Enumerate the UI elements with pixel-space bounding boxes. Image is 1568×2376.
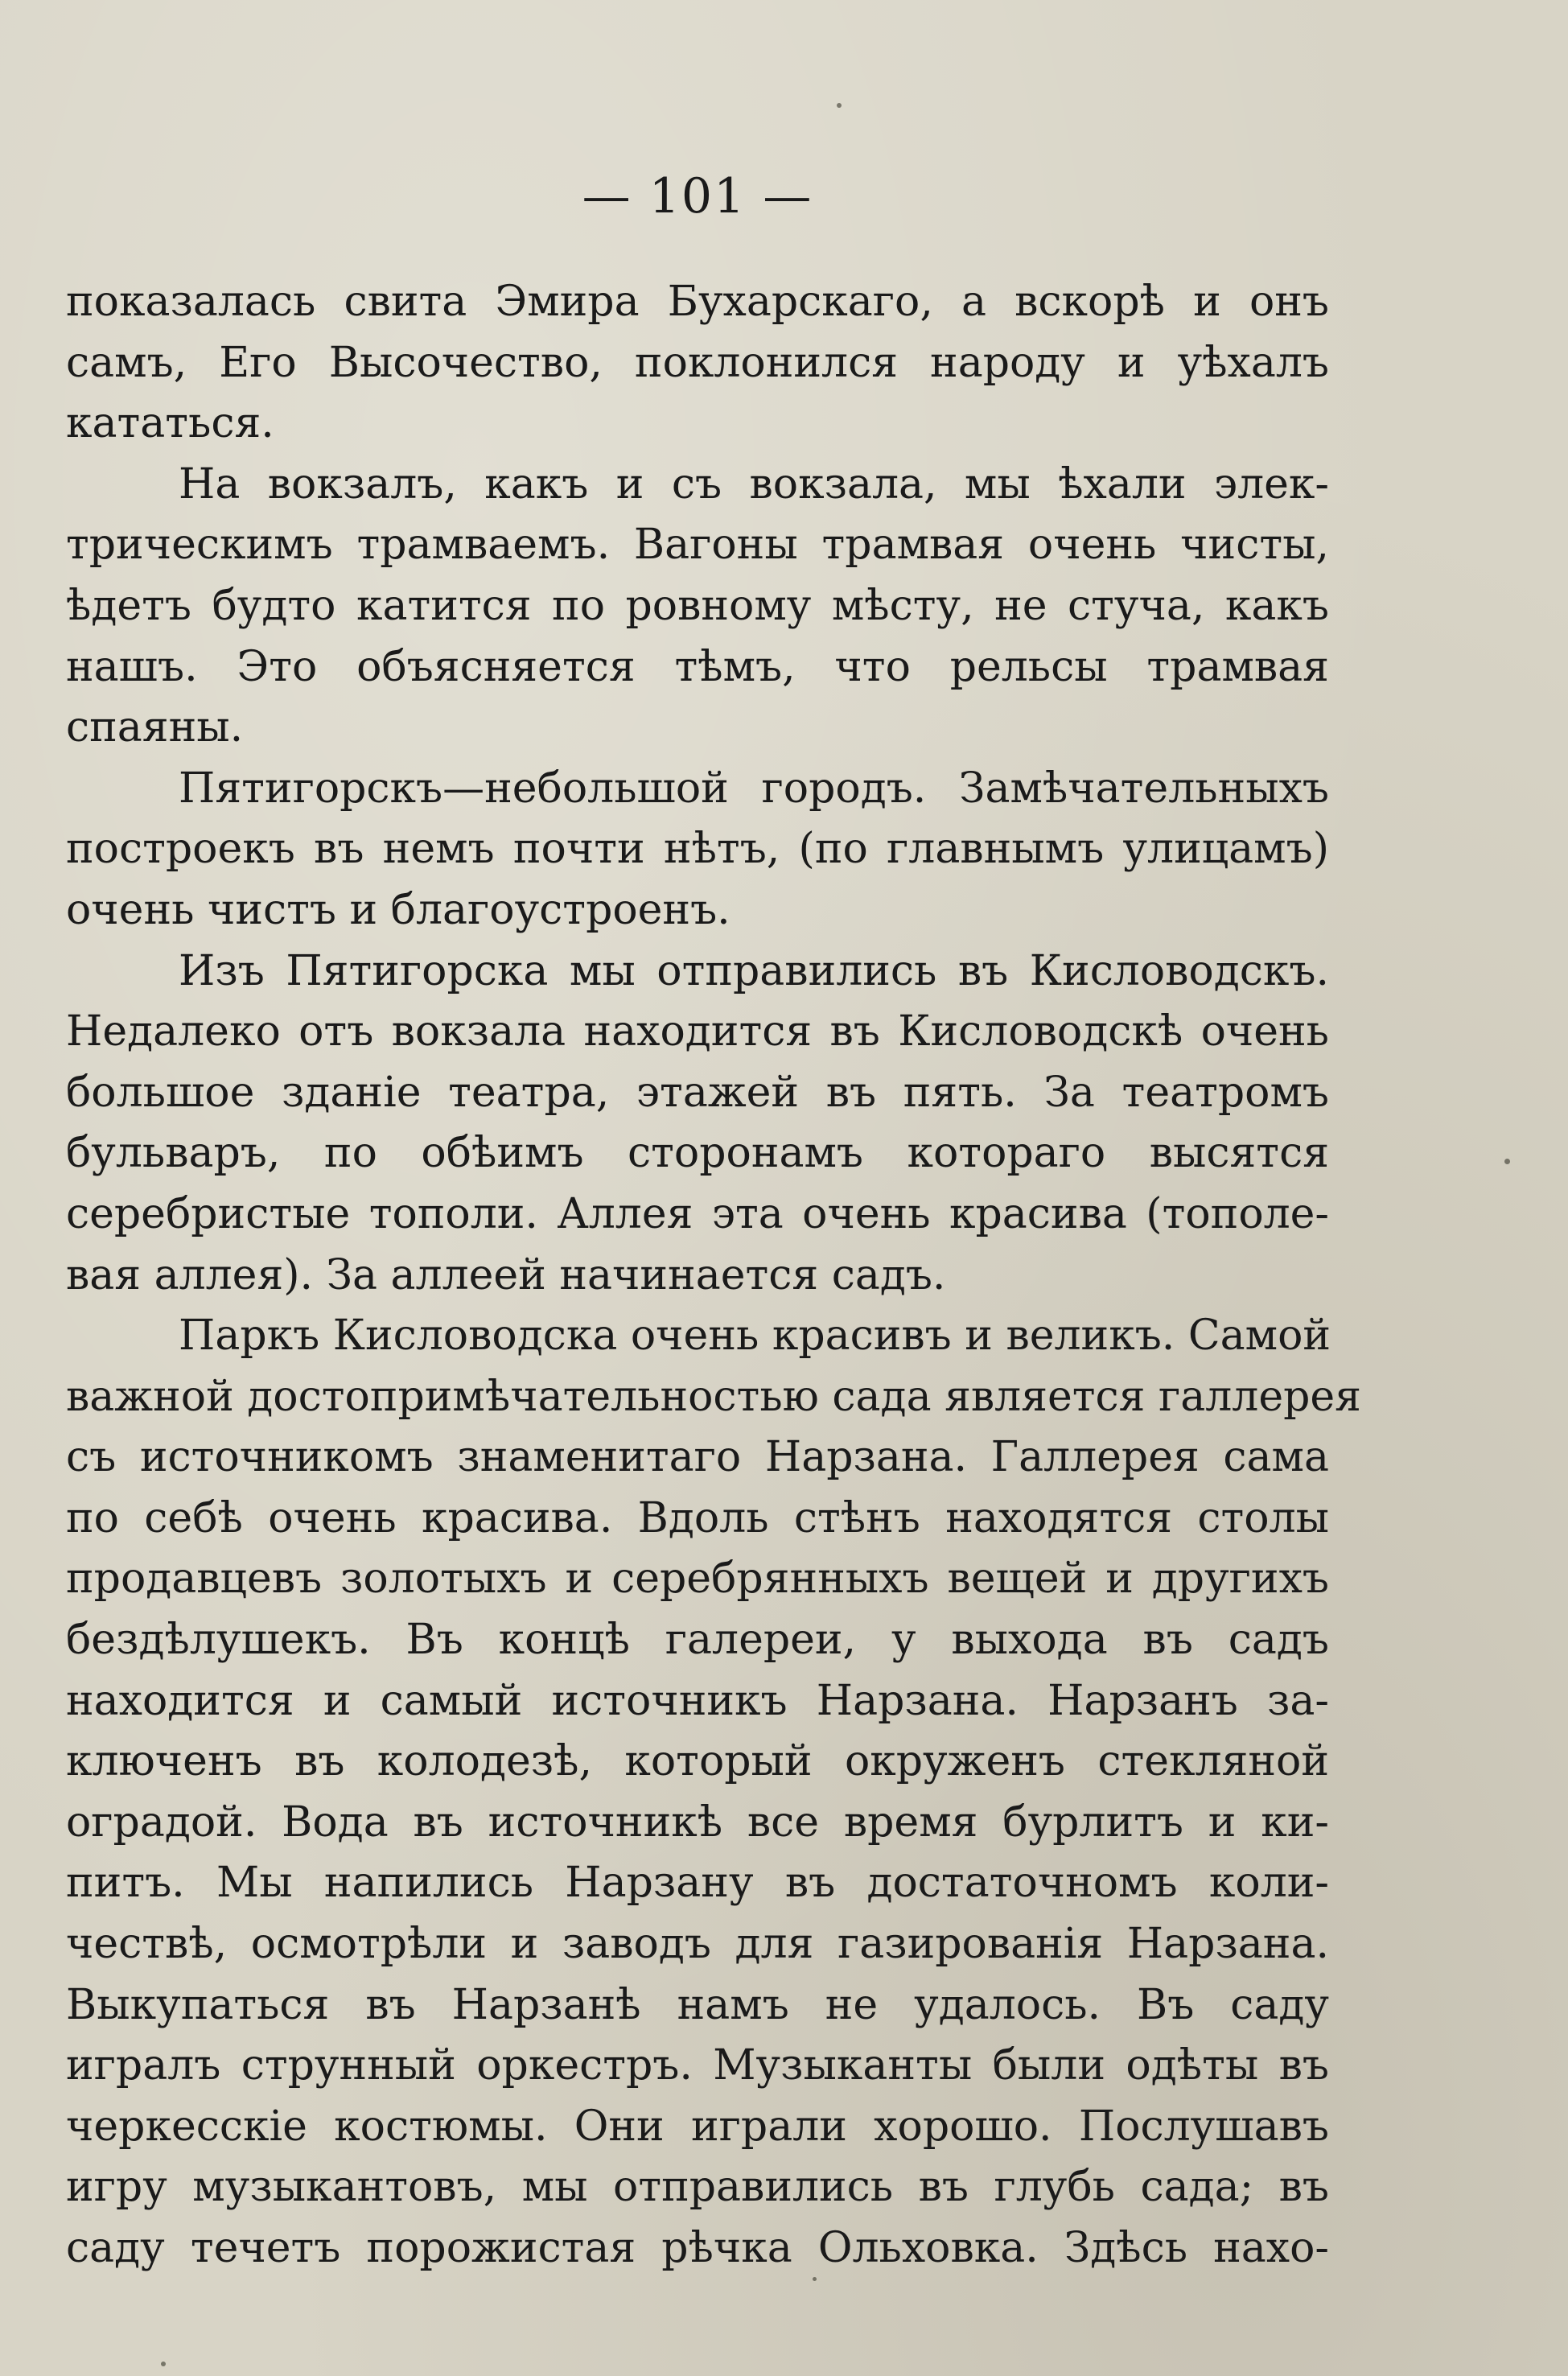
text-line: бездѣлушекъ. Въ концѣ галереи, у выхода въ садъ [66,1616,1329,1665]
text-line: чествѣ, осмотрѣли и заводъ для газированія Нарзана. [66,1920,1329,1969]
text-line: игру музыкантовъ, мы отправились въ глубь сада; въ [66,2163,1329,2212]
text-line: питъ. Мы напились Нарзану въ достаточномъ коли- [66,1859,1329,1908]
ink-speck [813,2277,817,2281]
text-line: ключенъ въ колодезѣ, который окруженъ стекляной [66,1737,1329,1786]
text-line: по себѣ очень красива. Вдоль стѣнъ находятся столы [66,1493,1329,1542]
text-line: важной достопримѣчательностью сада является галлерея [66,1372,1361,1421]
text-line: показалась свита Эмира Бухарскаго, а вскорѣ и онъ [66,278,1329,326]
text-line: Паркъ Кисловодска очень красивъ и великъ. Самой [179,1312,1331,1361]
text-line: Недалеко отъ вокзала находится въ Кисловодскѣ очень [66,1007,1329,1056]
ink-speck [1504,1159,1510,1164]
text-line: Пятигорскъ—небольшой городъ. Замѣчательныхъ [179,764,1329,813]
text-line: построекъ въ немъ почти нѣтъ, (по главнымъ улицамъ) [66,825,1329,874]
text-line: Выкупаться въ Нарзанѣ намъ не удалось. Въ саду [66,1980,1329,2029]
text-line: съ источникомъ знаменитаго Нарзана. Галлерея сама [66,1433,1329,1482]
text-line: оградой. Вода въ источникѣ все время бурлитъ и ки- [66,1797,1329,1847]
text-line: большое зданіе театра, этажей въ пять. За театромъ [66,1068,1329,1117]
text-line: вая аллея). За аллеей начинается садъ. [66,1250,946,1299]
book-page [66,0,1361,2376]
text-line: ѣдетъ будто катится по ровному мѣсту, не стуча, какъ [66,581,1329,630]
text-line: серебристые тополи. Аллея эта очень красива (тополе- [66,1189,1329,1238]
text-line: очень чистъ и благоустроенъ. [66,885,730,934]
text-line: нашъ. Это объясняется тѣмъ, что рельсы трамвая [66,642,1329,691]
ink-speck [161,2362,166,2366]
text-line: находится и самый источникъ Нарзана. Нарзанъ за- [66,1676,1329,1725]
text-line: кататься. [66,399,274,448]
text-line: игралъ струнный оркестръ. Музыканты были одѣты въ [66,2041,1329,2090]
text-line: трическимъ трамваемъ. Вагоны трамвая очень чисты, [66,521,1329,570]
ink-speck [837,103,842,108]
text-line: бульваръ, по обѣимъ сторонамъ котораго высятся [66,1129,1329,1178]
page-number: — 101 — [582,168,813,224]
text-line: саду течетъ порожистая рѣчка Ольховка. Здѣсь нахо- [66,2224,1329,2272]
text-line: самъ, Его Высочество, поклонился народу и уѣхалъ [66,338,1329,387]
text-line: продавцевъ золотыхъ и серебрянныхъ вещей и другихъ [66,1554,1329,1604]
text-line: черкесскіе костюмы. Они играли хорошо. Послушавъ [66,2102,1329,2151]
body-text [66,272,1361,2279]
text-line: На вокзалъ, какъ и съ вокзала, мы ѣхали элек- [179,459,1329,509]
text-line: Изъ Пятигорска мы отправились въ Кисловодскъ. [179,946,1329,995]
text-line: спаяны. [66,703,244,752]
